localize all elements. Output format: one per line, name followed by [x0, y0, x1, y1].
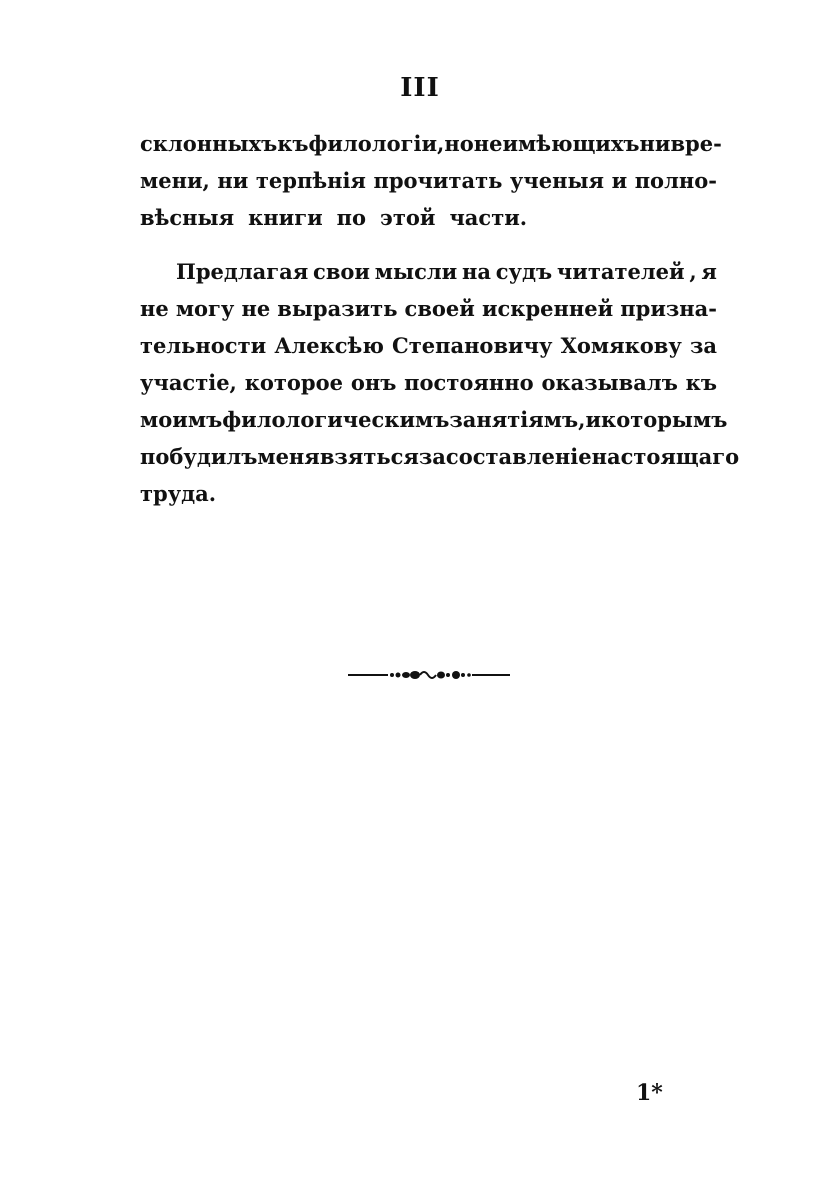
- text-line: [140, 475, 717, 512]
- text-line: [140, 125, 722, 162]
- word: судъ: [495, 259, 553, 284]
- word: выразить: [277, 296, 398, 321]
- word: тельности: [140, 333, 267, 358]
- word: не: [241, 296, 271, 321]
- text-line: [140, 401, 728, 438]
- word: склонныхъ: [140, 131, 278, 156]
- page-number: III: [400, 73, 440, 103]
- word: оказывалъ: [541, 370, 678, 395]
- paragraph-2: [140, 253, 740, 512]
- text-line: [140, 253, 717, 290]
- word: имѣющихъ: [502, 131, 640, 156]
- word: труда.: [140, 481, 217, 506]
- paragraph-1: [140, 125, 722, 236]
- word: искренней: [481, 296, 614, 321]
- word: и: [585, 407, 602, 432]
- word: Хомякову: [560, 333, 682, 358]
- word: постоянно: [404, 370, 534, 395]
- word: занятіямъ,: [449, 407, 586, 432]
- word: на: [462, 259, 491, 284]
- text-line: [140, 438, 740, 475]
- word: Степановичу: [392, 333, 553, 358]
- word: ученыя: [509, 168, 605, 193]
- word: къ: [685, 370, 717, 395]
- word: полно-: [634, 168, 717, 193]
- text-line: [140, 290, 717, 327]
- word: побудилъ: [140, 444, 258, 469]
- text-line: [140, 199, 717, 236]
- word: читателей: [556, 259, 685, 284]
- word: настоящаго: [591, 444, 740, 469]
- word: терпѣнія: [255, 168, 366, 193]
- word: къ: [277, 131, 309, 156]
- word: взяться: [319, 444, 419, 469]
- word: ни: [217, 168, 249, 193]
- word: и: [611, 168, 628, 193]
- word: прочитать: [373, 168, 503, 193]
- word: филологіи,: [308, 131, 445, 156]
- word: по: [336, 205, 367, 230]
- word: которымъ: [601, 407, 728, 432]
- word: которое: [244, 370, 343, 395]
- word: составленіе: [445, 444, 592, 469]
- word: не: [473, 131, 503, 156]
- word: мени,: [140, 168, 210, 193]
- word: Алексѣю: [274, 333, 384, 358]
- text-line: [140, 162, 717, 199]
- word: моимъ: [140, 407, 223, 432]
- word: за: [689, 333, 717, 358]
- word: участіе,: [140, 370, 237, 395]
- text-line: [140, 327, 717, 364]
- word: свои: [313, 259, 371, 284]
- word: этой: [380, 205, 436, 230]
- word: части.: [449, 205, 528, 230]
- word: за: [418, 444, 446, 469]
- word: не: [140, 296, 169, 321]
- word: Предлагая: [176, 259, 309, 284]
- word: книги: [248, 205, 323, 230]
- word: меня: [257, 444, 320, 469]
- word: мысли: [374, 259, 458, 284]
- signature-mark: 1*: [636, 1080, 663, 1106]
- ornament-divider: [348, 667, 510, 683]
- word: вѣсныя: [140, 205, 235, 230]
- word: призна-: [620, 296, 717, 321]
- text-line: [140, 364, 717, 401]
- word: ни: [639, 131, 671, 156]
- word: филологическимъ: [222, 407, 450, 432]
- word: онъ: [350, 370, 397, 395]
- word: могу: [175, 296, 235, 321]
- word: но: [444, 131, 474, 156]
- word: ,: [689, 259, 697, 284]
- word: вре-: [670, 131, 722, 156]
- word: я: [701, 259, 717, 284]
- word: своей: [404, 296, 475, 321]
